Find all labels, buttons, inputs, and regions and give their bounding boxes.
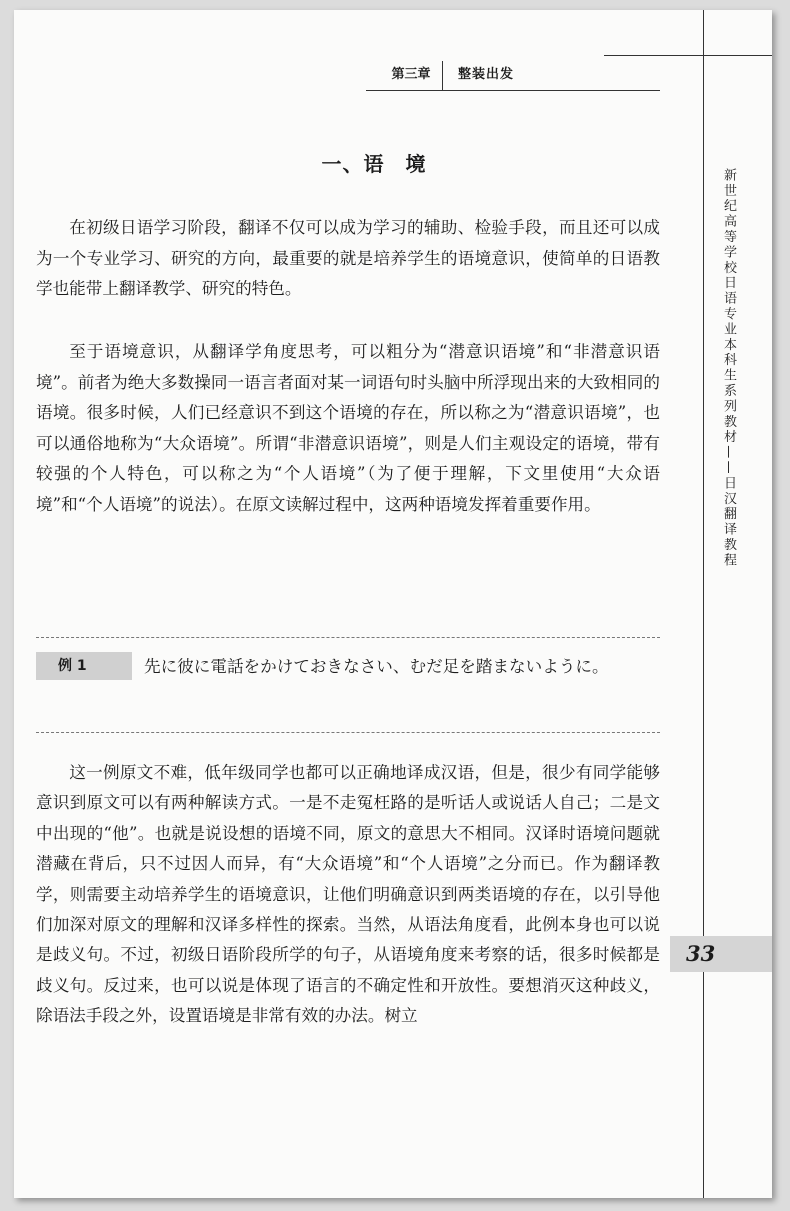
example-bottom-divider (36, 732, 660, 733)
page-number: 33 (686, 941, 716, 966)
paragraph-1: 在初级日语学习阶段，翻译不仅可以成为学习的辅助、检验手段，而且还可以成为一个专业学习、研究的方向，最重要的就是培养学生的语境意识，使简单的日语教学也能带上翻译教学、研究的特色。 (36, 218, 660, 299)
example-top-divider (36, 637, 660, 638)
book-page (14, 10, 772, 1198)
margin-vertical-rule (703, 10, 704, 1198)
header-rule (366, 90, 660, 91)
example-label: 例 1 (58, 658, 87, 674)
paragraph-3: 这一例原文不难，低年级同学也都可以正确地译成汉语，但是，很少有同学能够意识到原文可以有两种解读方式。一是不走冤枉路的是听话人或说话人自己；二是文中出现的“他”。也就是说设想的语境不同，原文的意思大不相同。汉译时语境问题就潜藏在背后，只不过因人而异，有“大众语境”和“个人语境”之分而已。作为翻译教学，则需要主动培养学生的语境意识，让他们明确意识到两类语境的存在，以引导他们加深对原文的理解和汉译多样性的探索。当然，从语法角度看，此例本身也可以说是歧义句。不过，初级日语阶段所学的句子，从语境角度来考察的话，很多时候都是歧义句。反过来，也可以说是体现了语言的不确定性和开放性。要想消灭这种歧义，除语法手段之外，设置语境是非常有效的办法。树立 (36, 763, 660, 1026)
header-separator (442, 61, 443, 90)
example-sentence: 先に彼に電話をかけておきなさい、むだ足を踏まないように。 (144, 657, 609, 676)
paragraph-2: 至于语境意识，从翻译学角度思考，可以粗分为“潜意识语境”和“非潜意识语境”。前者为绝大多数操同一语言者面对某一词语句时头脑中所浮现出来的大致相同的语境。很多时候，人们已经意识不到这个语境的存在，所以称之为“潜意识语境”，也可以通俗地称为“大众语境”。所谓“非潜意识语境”，则是人们主观设定的语境，带有较强的个人特色，可以称之为“个人语境”（为了便于理解，下文里使用“大众语境”和“个人语境”的说法）。在原文读解过程中，这两种语境发挥着重要作用。 (36, 342, 660, 514)
series-side-title: 新世纪高等学校日语专业本科生系列教材——日汉翻译教程 (721, 168, 736, 569)
chapter-title: 整装出发 (458, 67, 515, 82)
section-heading: 一、语 境 (321, 152, 427, 176)
chapter-label: 第三章 (391, 67, 431, 82)
margin-top-rule (604, 55, 772, 56)
